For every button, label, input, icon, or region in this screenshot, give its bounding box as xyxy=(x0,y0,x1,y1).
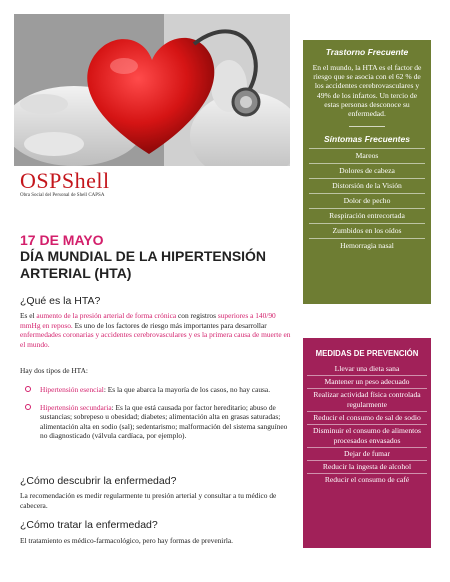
list-item xyxy=(20,385,292,395)
frequent-disorder-box xyxy=(303,40,431,304)
prevention-heading: MEDIDAS DE PREVENCIÓN xyxy=(315,349,419,358)
symptom-item: Zumbidos en los oídos xyxy=(309,223,425,238)
type-label: Hipertensión secundaria xyxy=(40,402,112,412)
prevention-item: Llevar una dieta sana xyxy=(334,364,400,373)
prevention-item: Disminuir el consumo de alimentos procesados envasados xyxy=(307,424,427,447)
divider xyxy=(349,126,385,127)
symptom-item: Dolor de pecho xyxy=(309,193,425,208)
type-text: : Es la que abarca la mayoría de los casos, no hay causa. xyxy=(103,385,271,394)
prevention-box xyxy=(303,338,431,548)
heart-stethoscope-photo xyxy=(14,14,290,166)
paragraph-descubrir: La recomendación es medir regularmente tu presión arterial y consultar a tu médico de cabecera. xyxy=(20,491,277,510)
type-label: Hipertensión esencial xyxy=(40,385,104,394)
symptom-item: Mareos xyxy=(309,148,425,163)
prevention-item: Mantener un peso adecuado xyxy=(307,375,427,388)
symptom-item: Dolores de cabeza xyxy=(309,163,425,178)
logo-name: OSPShell xyxy=(20,168,110,193)
disorder-heading: Trastorno Frecuente xyxy=(325,47,409,57)
prevention-item: Reducir el consumo de café xyxy=(307,473,427,486)
text-segment: Es el xyxy=(20,311,37,320)
symptom-item: Hemorragia nasal xyxy=(309,238,425,253)
heading-que-es: ¿Qué es la HTA? xyxy=(20,295,101,307)
prevention-item: Realizar actividad física controlada regularmente xyxy=(307,388,427,411)
disorder-text: En el mundo, la HTA es el factor de riesgo que se asocia con el 62 % de los accidentes cerebrovasculares y 49% de los infartos. Un tercio de estas personas desconoce su enfermedad. xyxy=(312,63,422,119)
page-title: DÍA MUNDIAL DE LA HIPERTENSIÓN ARTERIAL (HTA) xyxy=(20,248,267,281)
paragraph-tratar: El tratamiento es médico-farmacológico, pero hay formas de prevenirla. xyxy=(20,536,234,545)
bullet-icon xyxy=(25,404,31,410)
highlight-segment: aumento de la presión arterial de forma crónica xyxy=(36,311,177,320)
prevention-item: Reducir el consumo de sal de sodio xyxy=(307,411,427,424)
symptoms-list xyxy=(303,148,431,253)
text-segment: Es uno de los factores de riesgo más importantes para desarrollar xyxy=(72,320,267,330)
paragraph-definition xyxy=(20,311,292,349)
symptom-item: Distorsión de la Visión xyxy=(309,178,425,193)
type-text: : Es la que está causada por factor hereditario; abuso de sustancias; sobrepeso u obesidad; diabetes; alimentación alta en grasas saturadas; alimentación alta en sodio (sal); sedentarismo; malformación del sistema sanguíneo no diagnosticado (válvula cardíaca, por ejemplo). xyxy=(40,402,288,441)
bullet-icon xyxy=(25,386,31,392)
heading-como-descubrir: ¿Cómo descubrir la enfermedad? xyxy=(20,475,177,487)
logo-subtitle: Obra Social del Personal de Shell CAPSA xyxy=(20,193,105,198)
symptoms-heading: Síntomas Frecuentes xyxy=(324,134,410,145)
symptom-item: Respiración entrecortada xyxy=(309,208,425,223)
types-list xyxy=(20,385,292,449)
highlight-segment: enfermedades coronarias y accidentes cerebrovasculares y es la primera causa de muerte en el mundo. xyxy=(20,330,291,349)
highlight-segment: superiores a 140/90 mmHg en reposo. xyxy=(20,311,276,330)
list-item xyxy=(20,403,292,441)
paragraph-types-intro: Hay dos tipos de HTA: xyxy=(20,366,88,375)
heading-como-tratar: ¿Cómo tratar la enfermedad? xyxy=(20,519,158,531)
event-date: 17 DE MAYO xyxy=(20,232,104,248)
text-segment: con registros xyxy=(176,311,218,320)
osp-logo xyxy=(20,170,110,198)
prevention-list xyxy=(303,363,431,486)
prevention-item: Dejar de fumar xyxy=(307,447,427,460)
heart-illustration xyxy=(14,14,290,166)
prevention-item: Reducir la ingesta de alcohol xyxy=(307,460,427,473)
